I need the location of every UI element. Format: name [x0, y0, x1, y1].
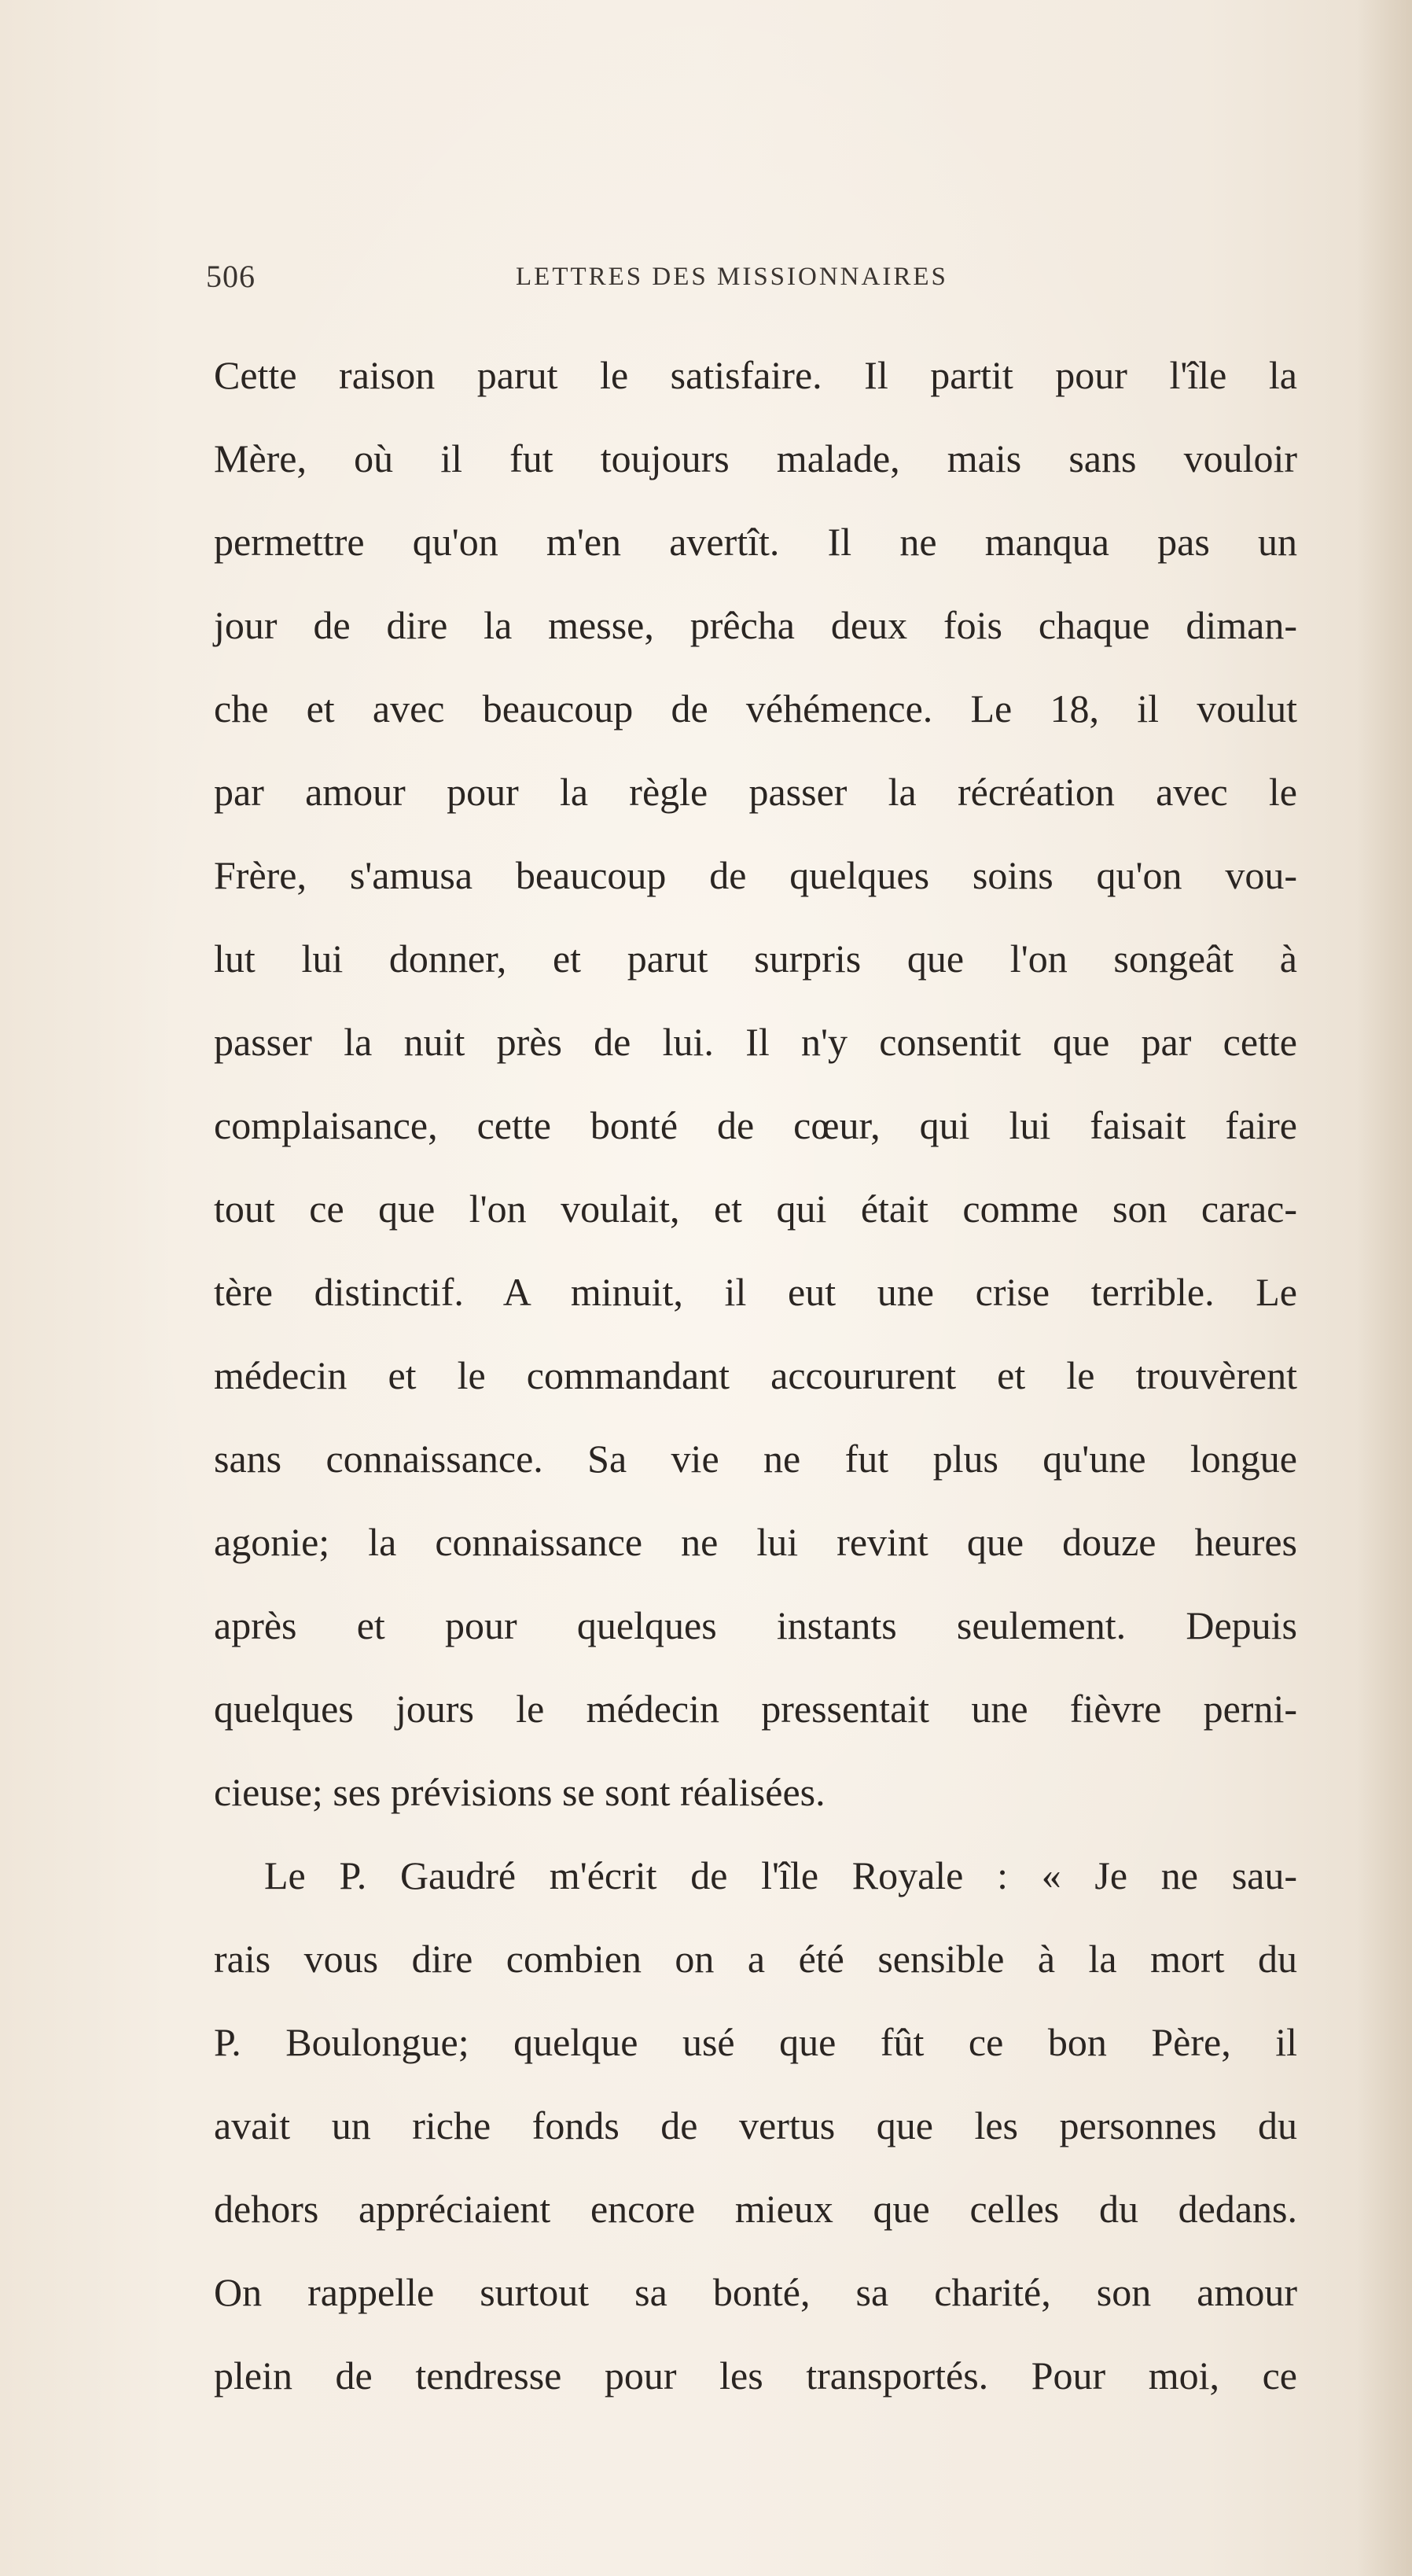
page-edge-shadow: [1357, 0, 1412, 2576]
text-line: avait un riche fonds de vertus que les personnes du: [214, 2103, 1297, 2147]
text-line: Mère, où il fut toujours malade, mais sans vouloir: [214, 436, 1297, 480]
text-line: médecin et le commandant accoururent et le trouvèrent: [214, 1353, 1297, 1397]
text-line: quelques jours le médecin pressentait une fièvre perni-: [214, 1687, 1297, 1731]
text-line: cieuse; ses prévisions se sont réalisées.: [214, 1770, 826, 1814]
body-text: [214, 333, 1297, 2417]
text-line: lut lui donner, et parut surpris que l'on songeât à: [214, 937, 1297, 981]
text-line: par amour pour la règle passer la récréation avec le: [214, 770, 1297, 814]
text-line: rais vous dire combien on a été sensible à la mort du: [214, 1937, 1297, 1981]
text-line: tout ce que l'on voulait, et qui était comme son carac-: [214, 1187, 1297, 1231]
text-line: plein de tendresse pour les transportés. Pour moi, ce: [214, 2353, 1297, 2398]
text-line: agonie; la connaissance ne lui revint que douze heures: [214, 1520, 1297, 1564]
text-line: passer la nuit près de lui. Il n'y consentit que par cette: [214, 1020, 1297, 1064]
text-line: Cette raison parut le satisfaire. Il partit pour l'île la: [214, 353, 1297, 397]
text-line: Frère, s'amusa beaucoup de quelques soins qu'on vou-: [214, 853, 1297, 897]
text-line: tère distinctif. A minuit, il eut une crise terrible. Le: [214, 1270, 1297, 1314]
text-line: P. Boulongue; quelque usé que fût ce bon Père, il: [214, 2020, 1297, 2064]
text-line: dehors appréciaient encore mieux que celles du dedans.: [214, 2187, 1297, 2231]
page-number: 506: [206, 259, 256, 294]
text-line: après et pour quelques instants seulement. Depuis: [214, 1603, 1297, 1647]
running-title: LETTRES DES MISSIONNAIRES: [516, 263, 948, 291]
text-line: che et avec beaucoup de véhémence. Le 18, il voulut: [214, 686, 1297, 730]
text-line: permettre qu'on m'en avertît. Il ne manqua pas un: [214, 520, 1297, 564]
page-header: [206, 258, 1259, 305]
text-line: jour de dire la messe, prêcha deux fois chaque diman-: [214, 603, 1297, 647]
text-line: sans connaissance. Sa vie ne fut plus qu'une longue: [214, 1437, 1297, 1481]
text-line: complaisance, cette bonté de cœur, qui lui faisait faire: [214, 1103, 1297, 1147]
text-line: Le P. Gaudré m'écrit de l'île Royale : « Je ne sau-: [264, 1853, 1297, 1897]
text-line: On rappelle surtout sa bonté, sa charité, son amour: [214, 2270, 1297, 2314]
